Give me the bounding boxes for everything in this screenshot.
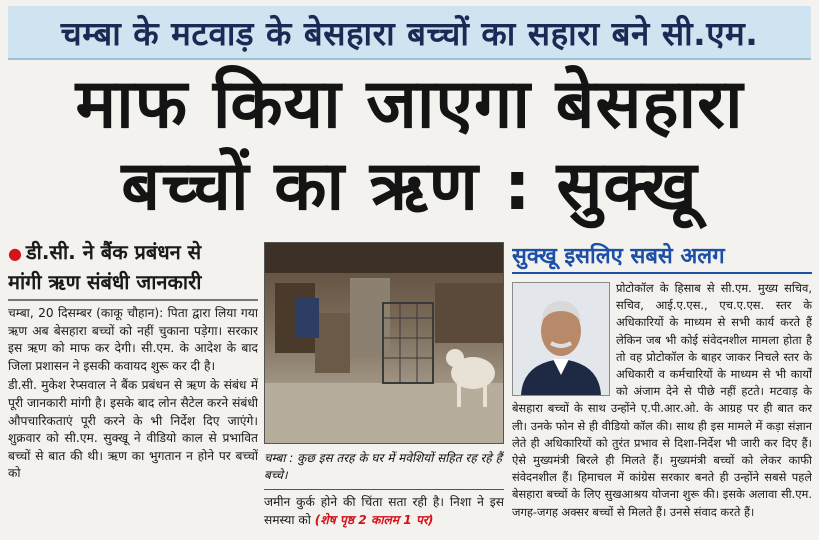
headline-line-1: माफ किया जाएगा बेसहारा — [75, 65, 744, 144]
photo-column — [264, 242, 504, 538]
sidebar-box-title: सुक्खू इसलिए सबसे अलग — [512, 242, 812, 274]
person-portrait-icon — [513, 283, 609, 395]
photo-column-body: जमीन कुर्क होने की चिंता सता रही है। निशा ने इस समस्या को — [264, 495, 504, 527]
headline-line-2: बच्चों का ऋण : सुक्खू — [121, 147, 698, 226]
kicker-headline: चम्बा के मटवाड़ के बेसहारा बच्चों का सहारा बने सी.एम. — [8, 6, 811, 60]
continued-note: (शेष पृष्ठ 2 कालम 1 पर) — [314, 512, 434, 527]
main-headline — [8, 64, 811, 228]
sidebar-box-body — [512, 280, 812, 521]
left-paragraph-1: चम्बा, 20 दिसम्बर (काकू चौहान): पिता द्वारा लिया गया ऋण अब बेसहारा बच्चों को नहीं चुकाना पड़ेगा। सरकार इस ऋण को माफ कर देगी। सी.एम. के आदेश के बाद जिला प्रशासन ने इसकी कवायद शुरू कर दी है। — [8, 306, 258, 373]
portrait-photo — [512, 282, 610, 396]
red-bullet-icon: ● — [8, 244, 22, 263]
sidebar-box-text: प्रोटोकॉल के हिसाब से सी.एम. मुख्य सचिव, सचिव, आई.ए.एस., एच.ए.एस. स्तर के अधिकारियों के माध्यम से सभी कार्य करते हैं लेकिन जब भी कोई संवेदनशील मामला होता है तो वह प्रोटोकॉल के बाहर जाकर निचले स्तर के अधिकारी व कर्मचारियों के माध्यम से भी कार्यों को अंजाम देने से पीछे नहीं हटते। मटवाड़ के बेसहारा बच्चों के साथ उन्होंने ए.पी.आर.ओ. के आग्रह पर ही बात कर ली। उनके फोन से ही वीडियो कॉल की। साथ ही इस मामले में कड़ा संज्ञान लेते ही अधिकारियों को तुरंत प्रभाव से दिशा-निर्देश भी जारी कर दिए हैं। ऐसे मुख्यमंत्री बिरले ही मिलते हैं। मुख्यमंत्री बच्चों को लेकर काफी संवेदनशील हैं। हिमाचल में कांग्रेस सरकार बनते ही उन्होंने सबसे पहले बेसहारा बच्चों के लिए सुखआश्रय योजना शुरू की। इसके अलावा सी.एम. जगह-जगह अक्सर बच्चों से मिलते हैं। उनसे संवाद करते हैं। — [512, 281, 812, 519]
news-photo — [264, 242, 504, 444]
left-paragraph-2: डी.सी. मुकेश रेप्सवाल ने बैंक प्रबंधन से ऋण के संबंध में पूरी जानकारी मांगी है। इसके बाद लोन सैटेल करने संबंधी औपचारिकताएं पूरी करने के भी निर्देश दिए जाएंगे। शुक्रवार को सी.एम. सुक्खू ने वीडियो काल से प्रभावित बच्चों से बात की थी। ऋण का भुगतान न होने पर बच्चों को — [8, 378, 258, 481]
right-column — [512, 242, 812, 538]
subhead-line-1: डी.सी. ने बैंक प्रबंधन से — [25, 240, 202, 264]
house-interior-illustration — [265, 243, 503, 443]
subhead-line-2: मांगी ऋण संबंधी जानकारी — [8, 270, 202, 294]
left-subheadline — [8, 238, 258, 301]
photo-caption: चम्बा : कुछ इस तरह के घर में मवेशियों सहित रह रहे हैं बच्चे। — [264, 450, 504, 490]
photo-column-text — [264, 494, 504, 529]
left-column — [8, 238, 258, 538]
